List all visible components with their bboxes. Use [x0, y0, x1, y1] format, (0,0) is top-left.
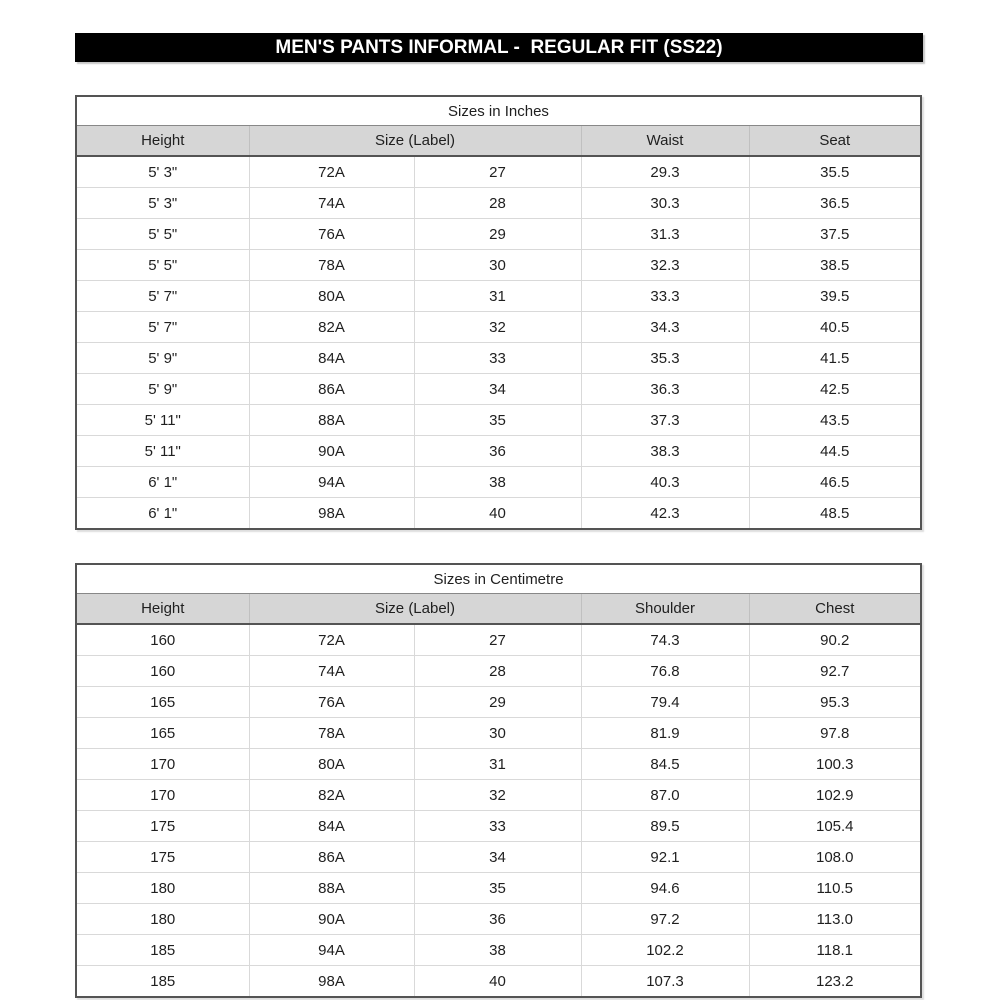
table-title: Sizes in Inches [76, 96, 921, 126]
table-cell: 46.5 [749, 467, 921, 498]
table-cell: 170 [76, 780, 249, 811]
table-cell: 84A [249, 343, 414, 374]
table-title-row [76, 96, 921, 126]
table-cell: 94A [249, 935, 414, 966]
sizes-in-inches-table [75, 95, 922, 530]
table-cell: 5' 3" [148, 163, 178, 181]
table-cell: 82A [249, 312, 414, 343]
table-cell: 6' 1" [76, 467, 249, 498]
column-header: Height [76, 126, 249, 157]
table-row [76, 405, 921, 436]
table-row [76, 656, 921, 687]
table-row [76, 624, 921, 656]
table-header-row [76, 126, 921, 157]
table-cell: 102.9 [749, 780, 921, 811]
table-cell: 30.3 [581, 188, 749, 219]
column-header: Height [76, 594, 249, 625]
table-cell: 36 [414, 904, 581, 935]
table-cell: 33.3 [581, 281, 749, 312]
table-cell: 80A [249, 281, 414, 312]
table-cell: 35 [414, 405, 581, 436]
table-cell: 38 [414, 467, 581, 498]
table-cell: 94A [249, 467, 414, 498]
table-cell: 5' 9" [76, 374, 249, 405]
table-cell: 5' 9" [76, 343, 249, 374]
page-title: MEN'S PANTS INFORMAL - REGULAR FIT (SS22) [75, 33, 923, 62]
table-cell: 160 [150, 631, 176, 649]
table-cell: 72A [249, 624, 414, 656]
table-cell: 5' 11" [76, 436, 249, 467]
table-cell: 28 [414, 188, 581, 219]
table-cell: 27 [414, 156, 581, 188]
table-cell: 40.5 [749, 312, 921, 343]
table-cell: 44.5 [749, 436, 921, 467]
table-row [76, 467, 921, 498]
table-row [76, 374, 921, 405]
column-header: Waist [581, 126, 749, 157]
table-cell: 90.2 [749, 624, 921, 656]
table-cell: 88A [249, 405, 414, 436]
table-cell: 118.1 [749, 935, 921, 966]
table-cell: 170 [76, 749, 249, 780]
table-cell: 30 [414, 250, 581, 281]
table-cell: 72A [249, 156, 414, 188]
table-cell: 185 [76, 966, 249, 998]
table-row [76, 842, 921, 873]
table-cell: 31 [414, 749, 581, 780]
table-cell: 38.3 [581, 436, 749, 467]
table-cell: 89.5 [581, 811, 749, 842]
table-cell: 28 [414, 656, 581, 687]
table-cell: 36 [414, 436, 581, 467]
table-row [76, 687, 921, 718]
table-cell: 165 [76, 687, 249, 718]
table-row [76, 718, 921, 749]
table-cell: 185 [76, 935, 249, 966]
table-cell: 110.5 [749, 873, 921, 904]
table-cell: 76A [249, 219, 414, 250]
table-cell: 113.0 [749, 904, 921, 935]
table-cell: 6' 1" [76, 498, 249, 530]
table-cell: 80A [249, 749, 414, 780]
sizes-in-centimetre-table [75, 563, 922, 998]
table-cell: 36.5 [749, 188, 921, 219]
table-cell: 37.5 [749, 219, 921, 250]
page-content [75, 33, 923, 998]
table-cell: 100.3 [749, 749, 921, 780]
table-cell: 5' 5" [76, 219, 249, 250]
table-row [76, 156, 921, 188]
table-cell: 84.5 [581, 749, 749, 780]
table-cell: 86A [249, 374, 414, 405]
table-cell: 40 [414, 498, 581, 530]
table-row [76, 811, 921, 842]
table-cell: 97.8 [749, 718, 921, 749]
table-cell: 5' 7" [76, 281, 249, 312]
table-cell: 27 [414, 624, 581, 656]
table-cell: 82A [249, 780, 414, 811]
table-cell: 29.3 [581, 156, 749, 188]
table-row [76, 281, 921, 312]
table-cell: 92.1 [581, 842, 749, 873]
table-row [76, 219, 921, 250]
table-cell: 33 [414, 811, 581, 842]
table-cell: 74.3 [581, 624, 749, 656]
table-cell: 88A [249, 873, 414, 904]
table-row [76, 250, 921, 281]
table-title: Sizes in Centimetre [76, 564, 921, 594]
table-cell: 29 [414, 687, 581, 718]
table-cell: 40 [414, 966, 581, 998]
table-cell: 33 [414, 343, 581, 374]
table-cell: 86A [249, 842, 414, 873]
table-cell: 37.3 [581, 405, 749, 436]
table-cell: 98A [249, 966, 414, 998]
table-cell: 32 [414, 312, 581, 343]
column-header: Size (Label) [249, 594, 581, 625]
table-row [76, 935, 921, 966]
table-cell: 43.5 [749, 405, 921, 436]
table-cell: 78A [249, 718, 414, 749]
table-cell: 34 [414, 374, 581, 405]
column-header: Seat [749, 126, 921, 157]
table-cell: 41.5 [749, 343, 921, 374]
table-cell: 90A [249, 436, 414, 467]
column-header: Size (Label) [249, 126, 581, 157]
table-cell: 31.3 [581, 219, 749, 250]
table-cell: 74A [249, 656, 414, 687]
table-cell: 79.4 [581, 687, 749, 718]
table-cell: 160 [76, 656, 249, 687]
table-cell: 105.4 [749, 811, 921, 842]
table-cell: 32 [414, 780, 581, 811]
table-cell: 84A [249, 811, 414, 842]
table-cell: 35.5 [749, 156, 921, 188]
table-cell: 175 [76, 842, 249, 873]
table-cell: 35 [414, 873, 581, 904]
table-cell: 102.2 [581, 935, 749, 966]
table-cell: 74A [249, 188, 414, 219]
table-cell: 97.2 [581, 904, 749, 935]
table-cell: 34.3 [581, 312, 749, 343]
table-cell: 34 [414, 842, 581, 873]
table-cell: 30 [414, 718, 581, 749]
table-cell: 95.3 [749, 687, 921, 718]
table-row [76, 498, 921, 530]
table-cell: 38.5 [749, 250, 921, 281]
table-cell: 175 [76, 811, 249, 842]
table-row [76, 312, 921, 343]
table-cell: 107.3 [581, 966, 749, 998]
table-cell: 78A [249, 250, 414, 281]
table-cell: 81.9 [581, 718, 749, 749]
table-cell: 90A [249, 904, 414, 935]
table-cell: 92.7 [749, 656, 921, 687]
table-cell: 87.0 [581, 780, 749, 811]
table-cell: 42.5 [749, 374, 921, 405]
table-cell: 76.8 [581, 656, 749, 687]
table-cell: 165 [76, 718, 249, 749]
table-row [76, 904, 921, 935]
table-row [76, 188, 921, 219]
table-row [76, 436, 921, 467]
table-cell: 94.6 [581, 873, 749, 904]
table-cell: 98A [249, 498, 414, 530]
table-cell: 36.3 [581, 374, 749, 405]
table-cell: 5' 11" [76, 405, 249, 436]
table-row [76, 343, 921, 374]
table-cell: 38 [414, 935, 581, 966]
table-cell: 31 [414, 281, 581, 312]
table-cell: 108.0 [749, 842, 921, 873]
table-row [76, 780, 921, 811]
column-header: Chest [749, 594, 921, 625]
table-header-row [76, 594, 921, 625]
table-cell: 180 [76, 904, 249, 935]
column-header: Shoulder [581, 594, 749, 625]
table-row [76, 966, 921, 998]
table-cell: 48.5 [749, 498, 921, 530]
table-cell: 5' 7" [76, 312, 249, 343]
table-row [76, 749, 921, 780]
table-cell: 35.3 [581, 343, 749, 374]
table-cell: 29 [414, 219, 581, 250]
table-cell: 40.3 [581, 467, 749, 498]
table-cell: 32.3 [581, 250, 749, 281]
table-cell: 5' 3" [76, 188, 249, 219]
table-cell: 39.5 [749, 281, 921, 312]
table-cell: 5' 5" [76, 250, 249, 281]
table-cell: 123.2 [749, 966, 921, 998]
table-row [76, 873, 921, 904]
table-title-row [76, 564, 921, 594]
table-cell: 76A [249, 687, 414, 718]
table-cell: 180 [76, 873, 249, 904]
table-cell: 42.3 [581, 498, 749, 530]
